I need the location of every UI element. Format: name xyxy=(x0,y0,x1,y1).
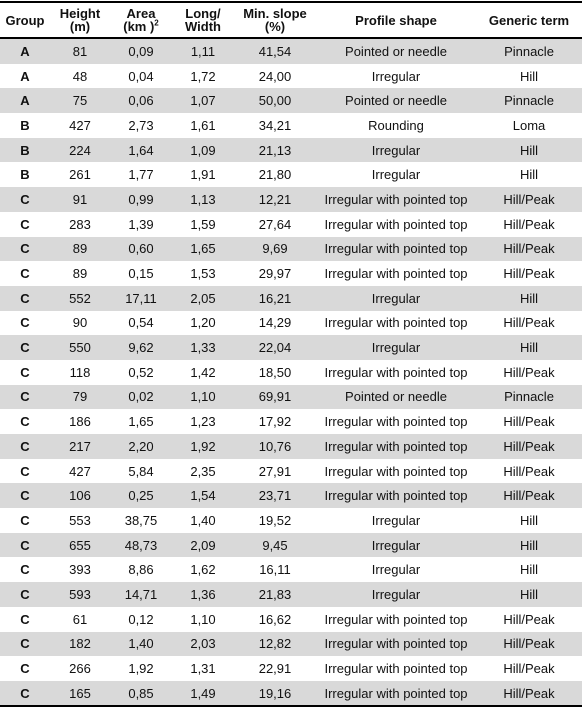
cell-area: 1,65 xyxy=(128,414,154,430)
cell-profile-shape: Irregular with pointed top xyxy=(324,414,468,430)
cell-profile-shape: Irregular xyxy=(371,586,421,602)
cell-group: C xyxy=(20,191,30,207)
cell-group: C xyxy=(20,512,30,528)
header-min-slope xyxy=(234,3,316,37)
cell-group: A xyxy=(20,68,30,84)
cell-height: 75 xyxy=(72,93,88,109)
cell-group: B xyxy=(20,142,30,158)
cell-long-width: 1,62 xyxy=(190,562,216,578)
table-row xyxy=(0,162,582,187)
cell-profile-shape: Irregular with pointed top xyxy=(324,266,468,282)
table-row xyxy=(0,607,582,632)
table-row xyxy=(0,656,582,681)
cell-area: 0,85 xyxy=(128,685,154,701)
cell-area: 38,75 xyxy=(124,512,158,528)
cell-height: 224 xyxy=(69,142,91,158)
table-header xyxy=(0,3,582,37)
cell-area: 1,64 xyxy=(128,142,154,158)
header-profile-shape xyxy=(316,3,476,37)
cell-long-width: 1,54 xyxy=(190,488,216,504)
cell-min-slope: 10,76 xyxy=(258,438,292,454)
cell-height: 106 xyxy=(69,488,91,504)
table-row xyxy=(0,582,582,607)
cell-area: 0,06 xyxy=(128,93,154,109)
cell-min-slope: 9,45 xyxy=(262,537,288,553)
cell-profile-shape: Irregular xyxy=(371,290,421,306)
cell-generic-term: Hill/Peak xyxy=(503,241,555,257)
table-row xyxy=(0,212,582,237)
cell-area: 8,86 xyxy=(128,562,154,578)
cell-min-slope: 21,80 xyxy=(258,167,292,183)
cell-area: 9,62 xyxy=(128,340,154,356)
cell-height: 79 xyxy=(72,389,88,405)
cell-generic-term: Hill/Peak xyxy=(503,266,555,282)
cell-group: C xyxy=(20,463,30,479)
cell-group: C xyxy=(20,438,30,454)
cell-group: C xyxy=(20,340,30,356)
cell-height: 553 xyxy=(69,512,91,528)
cell-group: C xyxy=(20,537,30,553)
cell-profile-shape: Irregular with pointed top xyxy=(324,463,468,479)
header-height xyxy=(50,3,110,37)
cell-group: C xyxy=(20,562,30,578)
cell-profile-shape: Rounding xyxy=(368,117,424,133)
cell-area: 2,73 xyxy=(128,117,154,133)
cell-group: C xyxy=(20,586,30,602)
table-row xyxy=(0,434,582,459)
header-height-line2: (m) xyxy=(69,19,91,34)
cell-generic-term: Pinnacle xyxy=(504,93,554,109)
cell-height: 593 xyxy=(69,586,91,602)
cell-height: 182 xyxy=(69,636,91,652)
cell-area: 1,92 xyxy=(128,661,154,677)
cell-height: 261 xyxy=(69,167,91,183)
cell-profile-shape: Irregular with pointed top xyxy=(324,216,468,232)
table-row xyxy=(0,508,582,533)
cell-long-width: 1,61 xyxy=(190,117,216,133)
cell-area: 0,15 xyxy=(128,266,154,282)
cell-profile-shape: Irregular with pointed top xyxy=(324,488,468,504)
cell-min-slope: 9,69 xyxy=(262,241,288,257)
cell-height: 655 xyxy=(69,537,91,553)
cell-area: 1,39 xyxy=(128,216,154,232)
cell-group: C xyxy=(20,661,30,677)
cell-area: 0,04 xyxy=(128,68,154,84)
cell-height: 217 xyxy=(69,438,91,454)
cell-generic-term: Hill/Peak xyxy=(503,636,555,652)
header-min-slope-line2: (%) xyxy=(264,19,286,34)
table-row xyxy=(0,632,582,657)
cell-long-width: 1,53 xyxy=(190,266,216,282)
cell-group: C xyxy=(20,364,30,380)
cell-long-width: 1,72 xyxy=(190,68,216,84)
cell-profile-shape: Irregular with pointed top xyxy=(324,364,468,380)
cell-group: C xyxy=(20,636,30,652)
cell-min-slope: 17,92 xyxy=(258,414,292,430)
cell-min-slope: 29,97 xyxy=(258,266,292,282)
cell-min-slope: 12,82 xyxy=(258,636,292,652)
table-row xyxy=(0,459,582,484)
cell-generic-term: Hill xyxy=(519,142,539,158)
cell-height: 90 xyxy=(72,315,88,331)
cell-min-slope: 41,54 xyxy=(258,43,292,59)
cell-profile-shape: Irregular with pointed top xyxy=(324,661,468,677)
cell-min-slope: 22,04 xyxy=(258,340,292,356)
cell-area: 0,25 xyxy=(128,488,154,504)
cell-long-width: 1,11 xyxy=(190,43,216,59)
cell-area: 5,84 xyxy=(128,463,154,479)
cell-profile-shape: Irregular with pointed top xyxy=(324,315,468,331)
table-row xyxy=(0,409,582,434)
cell-long-width: 1,07 xyxy=(190,93,216,109)
cell-area: 0,02 xyxy=(128,389,154,405)
cell-height: 165 xyxy=(69,685,91,701)
table-row xyxy=(0,88,582,113)
cell-min-slope: 16,21 xyxy=(258,290,292,306)
cell-generic-term: Hill xyxy=(519,167,539,183)
cell-group: A xyxy=(20,93,30,109)
cell-height: 266 xyxy=(69,661,91,677)
cell-generic-term: Hill/Peak xyxy=(503,611,555,627)
cell-group: C xyxy=(20,685,30,701)
cell-area: 2,20 xyxy=(128,438,154,454)
header-generic-term-label: Generic term xyxy=(488,12,570,28)
cell-height: 61 xyxy=(72,611,88,627)
table-row xyxy=(0,681,582,706)
table-row xyxy=(0,286,582,311)
header-profile-shape-label: Profile shape xyxy=(355,12,437,28)
table-row xyxy=(0,237,582,262)
cell-height: 186 xyxy=(69,414,91,430)
cell-generic-term: Hill/Peak xyxy=(503,315,555,331)
cell-long-width: 2,09 xyxy=(190,537,216,553)
table-row xyxy=(0,335,582,360)
cell-profile-shape: Irregular with pointed top xyxy=(324,438,468,454)
cell-profile-shape: Irregular xyxy=(371,167,421,183)
cell-height: 48 xyxy=(72,68,88,84)
cell-generic-term: Hill/Peak xyxy=(503,414,555,430)
cell-generic-term: Hill xyxy=(519,562,539,578)
header-long-width-line1: Long/ xyxy=(185,6,221,21)
cell-area: 1,40 xyxy=(128,636,154,652)
cell-profile-shape: Pointed or needle xyxy=(345,93,447,109)
cell-min-slope: 50,00 xyxy=(258,93,292,109)
table-row xyxy=(0,385,582,410)
cell-min-slope: 16,11 xyxy=(259,562,291,578)
cell-generic-term: Pinnacle xyxy=(504,389,554,405)
cell-long-width: 1,92 xyxy=(190,438,216,454)
cell-group: C xyxy=(20,611,30,627)
cell-long-width: 2,03 xyxy=(190,636,216,652)
cell-generic-term: Hill/Peak xyxy=(503,685,555,701)
cell-generic-term: Hill/Peak xyxy=(503,463,555,479)
cell-min-slope: 24,00 xyxy=(258,68,292,84)
cell-height: 91 xyxy=(72,191,88,207)
cell-min-slope: 14,29 xyxy=(258,315,292,331)
cell-profile-shape: Irregular xyxy=(371,512,421,528)
cell-long-width: 1,09 xyxy=(190,142,216,158)
header-height-line1: Height xyxy=(59,6,101,21)
table-row xyxy=(0,113,582,138)
table-row xyxy=(0,39,582,64)
cell-generic-term: Hill xyxy=(519,586,539,602)
cell-group: C xyxy=(20,216,30,232)
cell-long-width: 1,10 xyxy=(190,611,216,627)
header-long-width xyxy=(172,3,234,37)
cell-generic-term: Hill xyxy=(519,537,539,553)
cell-height: 393 xyxy=(69,562,91,578)
cell-group: B xyxy=(20,167,30,183)
cell-generic-term: Hill/Peak xyxy=(503,661,555,677)
table-row xyxy=(0,187,582,212)
cell-area: 0,52 xyxy=(128,364,154,380)
cell-profile-shape: Irregular with pointed top xyxy=(324,191,468,207)
cell-height: 283 xyxy=(69,216,91,232)
header-min-slope-line1: Min. slope xyxy=(243,6,307,21)
cell-profile-shape: Irregular with pointed top xyxy=(324,611,468,627)
cell-profile-shape: Irregular with pointed top xyxy=(324,636,468,652)
header-area xyxy=(110,3,172,37)
cell-generic-term: Hill/Peak xyxy=(503,488,555,504)
cell-min-slope: 27,91 xyxy=(258,463,292,479)
cell-generic-term: Hill/Peak xyxy=(503,438,555,454)
cell-profile-shape: Irregular xyxy=(371,142,421,158)
table-row xyxy=(0,483,582,508)
cell-long-width: 2,35 xyxy=(190,463,216,479)
cell-generic-term: Hill/Peak xyxy=(503,191,555,207)
cell-height: 81 xyxy=(72,43,88,59)
cell-min-slope: 69,91 xyxy=(258,389,292,405)
cell-profile-shape: Irregular xyxy=(371,562,421,578)
header-area-sup: 2 xyxy=(154,18,159,28)
cell-min-slope: 19,52 xyxy=(258,512,292,528)
cell-area: 48,73 xyxy=(124,537,158,553)
cell-group: C xyxy=(20,290,30,306)
cell-generic-term: Hill xyxy=(519,68,539,84)
table-row xyxy=(0,64,582,89)
cell-profile-shape: Pointed or needle xyxy=(345,389,447,405)
cell-area: 17,11 xyxy=(125,290,157,306)
cell-profile-shape: Irregular with pointed top xyxy=(324,685,468,701)
cell-area: 0,99 xyxy=(128,191,154,207)
cell-long-width: 1,65 xyxy=(190,241,216,257)
header-area-line1: Area xyxy=(126,6,156,21)
cell-long-width: 1,13 xyxy=(190,191,216,207)
cell-height: 89 xyxy=(72,241,88,257)
header-group xyxy=(0,3,50,37)
cell-generic-term: Hill/Peak xyxy=(503,216,555,232)
cell-min-slope: 12,21 xyxy=(258,191,292,207)
table-body xyxy=(0,39,582,706)
cell-generic-term: Hill xyxy=(519,290,539,306)
cell-profile-shape: Irregular xyxy=(371,537,421,553)
header-group-label: Group xyxy=(5,12,45,28)
cell-profile-shape: Irregular with pointed top xyxy=(324,241,468,257)
cell-group: C xyxy=(20,241,30,257)
cell-group: C xyxy=(20,414,30,430)
table-row xyxy=(0,311,582,336)
cell-generic-term: Loma xyxy=(512,117,546,133)
cell-generic-term: Hill xyxy=(519,512,539,528)
cell-long-width: 1,31 xyxy=(190,661,216,677)
header-long-width-line2: Width xyxy=(185,19,221,34)
cell-long-width: 1,42 xyxy=(190,364,216,380)
table-row xyxy=(0,360,582,385)
cell-height: 89 xyxy=(72,266,88,282)
cell-long-width: 1,49 xyxy=(190,685,216,701)
cell-long-width: 1,36 xyxy=(190,586,216,602)
cell-min-slope: 27,64 xyxy=(258,216,292,232)
cell-area: 0,12 xyxy=(128,611,154,627)
cell-area: 0,54 xyxy=(128,315,154,331)
cell-profile-shape: Pointed or needle xyxy=(345,43,447,59)
cell-group: C xyxy=(20,266,30,282)
cell-height: 427 xyxy=(69,463,91,479)
cell-long-width: 1,59 xyxy=(190,216,216,232)
cell-long-width: 1,10 xyxy=(190,389,216,405)
cell-min-slope: 19,16 xyxy=(258,685,292,701)
cell-profile-shape: Irregular xyxy=(371,68,421,84)
cell-profile-shape: Irregular xyxy=(371,340,421,356)
cell-group: C xyxy=(20,488,30,504)
cell-min-slope: 21,83 xyxy=(258,586,292,602)
cell-height: 427 xyxy=(69,117,91,133)
cell-area: 0,09 xyxy=(128,43,154,59)
cell-min-slope: 34,21 xyxy=(258,117,292,133)
cell-min-slope: 21,13 xyxy=(258,142,292,158)
cell-group: A xyxy=(20,43,30,59)
cell-long-width: 1,20 xyxy=(190,315,216,331)
cell-area: 14,71 xyxy=(124,586,158,602)
table-row xyxy=(0,261,582,286)
cell-area: 1,77 xyxy=(128,167,154,183)
cell-long-width: 1,33 xyxy=(190,340,216,356)
cell-min-slope: 16,62 xyxy=(258,611,292,627)
header-generic-term xyxy=(476,3,582,37)
cell-long-width: 1,40 xyxy=(190,512,216,528)
cell-group: C xyxy=(20,389,30,405)
header-area-line2: (km ) xyxy=(123,19,155,34)
cell-height: 550 xyxy=(69,340,91,356)
cell-group: B xyxy=(20,117,30,133)
cell-height: 552 xyxy=(69,290,91,306)
cell-min-slope: 18,50 xyxy=(258,364,292,380)
table-bottom-rule xyxy=(0,705,582,707)
cell-generic-term: Pinnacle xyxy=(504,43,554,59)
cell-long-width: 1,91 xyxy=(190,167,216,183)
cell-long-width: 2,05 xyxy=(190,290,216,306)
cell-generic-term: Hill/Peak xyxy=(503,364,555,380)
cell-generic-term: Hill xyxy=(519,340,539,356)
cell-long-width: 1,23 xyxy=(190,414,216,430)
cell-height: 118 xyxy=(69,364,91,380)
cell-group: C xyxy=(20,315,30,331)
table-row xyxy=(0,533,582,558)
cell-min-slope: 22,91 xyxy=(258,661,292,677)
table-row xyxy=(0,557,582,582)
cell-area: 0,60 xyxy=(128,241,154,257)
table-row xyxy=(0,138,582,163)
cell-min-slope: 23,71 xyxy=(258,488,292,504)
